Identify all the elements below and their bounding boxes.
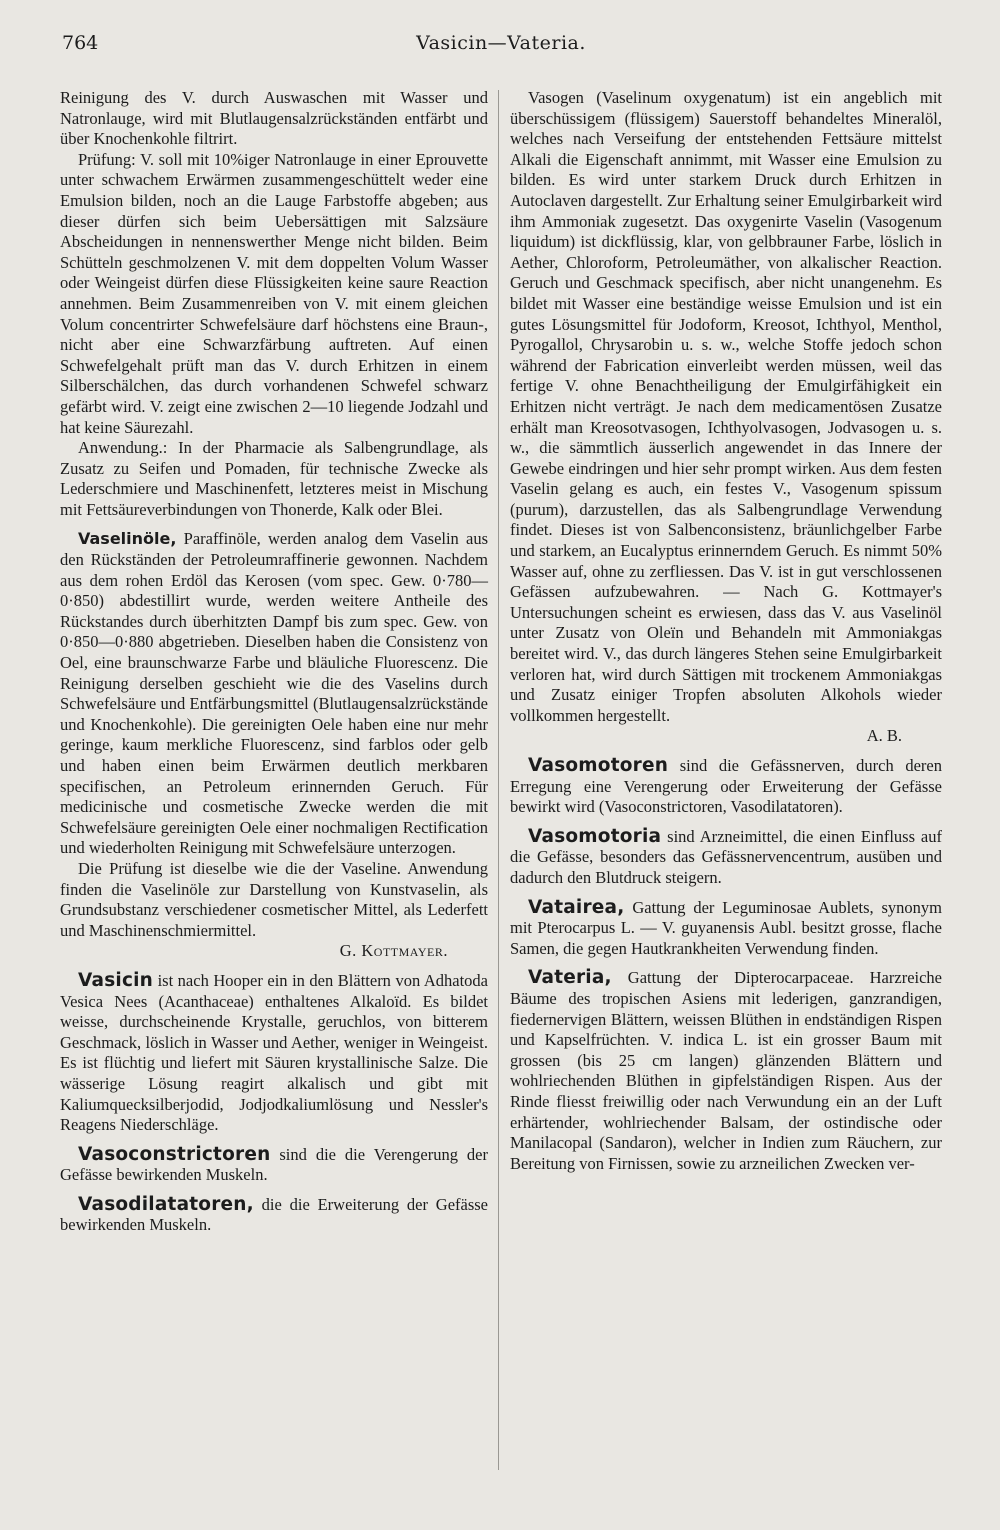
author-signature: G. Kottmayer. (339, 941, 448, 961)
entry-heading-vasomotoren: Vasomotoren (528, 755, 669, 776)
entry-text-vasoconstrictoren: sind die die Verengerung der Gefässe bewirkenden Muskeln. (60, 1144, 489, 1185)
vaselin-testing-paragraph: Prüfung: V. soll mit 10%iger Natronlauge in einer Eprouvette unter schwachem Erwärmen zusammengeschüttelt weder eine Emulsion bilden, noch an die Lauge Farbstoffe abgeben; aus dieser dürfen sich beim Uebersättigen mit Salzsäure Abscheidungen in nennenswerther Menge nicht bilden. Beim Schütteln geschmolzenen V. mit dem doppelten Volum Wasser oder Weingeist dürfen diese Flüssigkeiten keine saure Reaction annehmen. Beim Zusammenreiben von V. mit einem gleichen Volum concentrirter Schwefelsäure darf höchstens eine Braun-, nicht aber eine Schwarzfärbung auftreten. Auf einen Schwefelgehalt prüft man das V. durch Erhitzen in einem Silberschälchen, das durch vorhandenen Schwefel schwarz gefärbt wird. V. zeigt eine zwischen 2—10 liegende Jodzahl und hat keine Säurezahl. (60, 149, 488, 437)
column-divider (498, 90, 499, 1470)
entry-vaselinoele (60, 529, 488, 961)
entry-vasomotoria (510, 827, 942, 889)
page-number: 764 (62, 32, 99, 54)
entry-vasogen (510, 88, 942, 747)
author-signature: A. B. (866, 726, 902, 746)
entry-heading-vateria: Vateria, (528, 967, 612, 989)
entry-heading-vasogen: Vasogen (528, 88, 584, 107)
page-header (62, 32, 940, 62)
entry-heading-vasomotoria: Vasomotoria (528, 825, 662, 847)
entry-vasodilatatoren (60, 1195, 488, 1236)
entry-vateria (510, 968, 942, 1174)
entry-heading-vasicin: Vasicin (78, 969, 154, 991)
running-title: Vasicin—Vateria. (416, 32, 586, 54)
entry-text-vasomotoren: sind die Gefässnerven, durch deren Erregung eine Verengerung oder Erweiterung der Gefässe bewirkt wird (Vasoconstrictoren, Vasodilatatoren). (510, 756, 942, 817)
entry-text-vasodilatatoren: die die Erweiterung der Gefässe bewirkenden Muskeln. (60, 1194, 489, 1235)
entry-heading-vaselinoele: Vaselinöle, (78, 529, 177, 549)
entry-text-vasicin: ist nach Hooper ein in den Blättern von Adhatoda Vesica Nees (Acanthaceae) enthaltenes Alkaloïd. Es bildet weisse, durchscheinende Krystalle, geruchlos, von bitterem Geschmack, löslich in Wasser und Aether, weniger in Weingeist. Es ist flüchtig und liefert mit Säuren krystallinische Salze. Die wässerige Lösung reagirt alkalisch und gibt mit Kaliumquecksilberjodid, Jodjodkaliumlösung und Nessler's Reagens Niederschläge. (60, 970, 488, 1135)
entry-text-vasomotoria: sind Arzneimittel, die einen Einfluss auf die Gefässe, besonders das Gefässnervencentrum, ausüben und dadurch den Blutdruck steigern. (510, 826, 943, 887)
entry-text-vateria: Gattung der Dipterocarpaceae. Harzreiche Bäume des tropischen Asiens mit lederigen, ganzrandigen, fiedernervigen Blättern, weissen Blüthen in endständigen Rispen und Kapselfrüchten. V. indica L. ist ein grosser Baum mit grossen (bis 25 cm langen) glänzenden Blättern und wohlriechenden Blüthen in gipfelständigen Rispen. Aus der Rinde fliesst freiwillig oder nach Verwundung ein an der Luft erhärtender, wohlriechender Balsam, der ostindische oder Manilacopal (Sandaron), welcher in Indien zum Räuchern, zur Bereitung von Firnissen, sowie zu arzneilichen Zwecken ver- (510, 968, 942, 1173)
entry-text-vatairea: Gattung der Leguminosae Aublets, synonym mit Pterocarpus L. — V. guyanensis Aubl. besitzt grosse, flache Samen, die gegen Hautkrankheiten Verwendung finden. (510, 897, 942, 958)
right-column (510, 88, 942, 1174)
entry-vatairea (510, 898, 942, 960)
entry-text-vaselinoele: Paraffinöle, werden analog dem Vaselin aus den Rückständen der Petroleumraffinerie gewonnen. Nachdem aus dem rohen Erdöl das Kerosen (vom spec. Gew. 0·780—0·850) abdestillirt wurde, werden weitere Antheile des Rückstandes durch überhitzten Dampf bis zum spec. Gew. von 0·850—0·880 abgetrieben. Dieselben haben die Consistenz von Oel, eine braunschwarze Farbe und bläuliche Fluorescenz. Die Reinigung derselben geschieht wie die des Vaselins durch Schwefelsäure und Entfärbungsmittel (Blutlaugensalzrückstände und Knochenkohle). Die gereinigten Oele haben eine nur mehr geringe, kaum merkliche Fluorescenz, sind farblos oder gelb und haben einen beim Erwärmen deutlich merkbaren specifischen, an Petroleum erinnernden Geruch. Für medicinische und cosmetische Zwecke werden die mit Schwefelsäure gereinigten Oele einer nochmaligen Rectification und wiederholten Reinigung mit Schwefelsäure unterzogen. (60, 529, 489, 858)
entry-vasicin (60, 971, 488, 1136)
vaselin-usage-paragraph: Anwendung.: In der Pharmacie als Salbengrundlage, als Zusatz zu Seifen und Pomaden, für technische Zwecke als Lederschmiere und Maschinenfett, letzteres meist in Mischung mit Fettsäureverbindungen von Thonerde, Kalk oder Blei. (60, 438, 488, 519)
entry-vasoconstrictoren (60, 1145, 488, 1186)
left-column (60, 88, 488, 1236)
entry-vasomotoren (510, 756, 942, 818)
entry-heading-vasoconstrictoren: Vasoconstrictoren (78, 1143, 271, 1165)
vaselinoele-second-paragraph: Die Prüfung ist dieselbe wie die der Vaseline. Anwendung finden die Vaselinöle zur Darstellung von Kunstvaselin, als Grundsubstanz verschiedener cosmetischer Mittel, als Lederfett und Maschinenschmiermittel. (60, 858, 488, 940)
entry-heading-vatairea: Vatairea, (528, 896, 625, 918)
entry-heading-vasodilatatoren: Vasodilatatoren, (78, 1193, 254, 1215)
entry-text-vasogen: (Vaselinum oxygenatum) ist ein angeblich mit überschüssigem (flüssigem) Sauerstoff behandeltes Mineralöl, welches nach Verseifung der entstehenden Fettsäure mittelst Alkali die Eigenschaft annimmt, mit Wasser eine Emulsion zu bilden. Es wird unter starkem Druck durch Erhitzen in Autoclaven dargestellt. Zur Erhaltung seiner Emulgirbarkeit wird ihm Ammoniak zugesetzt. Das oxygenirte Vaselin (Vasogenum liquidum) ist dickflüssig, klar, von gelbbrauner Farbe, löslich in Aether, Chloroform, Petroleumäther, von alkalischer Reaction. Geruch und Geschmack specifisch, aber nicht unangenehm. Es bildet mit Wasser eine beständige weisse Emulsion und ist ein gutes Lösungsmittel für Jodoform, Kreosot, Ichthyol, Menthol, Pyrogallol, Chrysarobin u. s. w., welche Stoffe jedoch schon während der Fabrication einverleibt werden müssen, weil das fertige V. ohne Benachtheiligung der Emulgirfähigkeit ein Erhitzen nicht verträgt. Je nach dem medicamentösen Zusatze erhält man Kreosotvasogen, Ichthyolvasogen, Jodvasogen u. s. w., die sämmtlich äusserlich angewendet in das Innere der Gewebe eindringen und hier sehr prompt wirken. Aus dem festen Vaselin gelang es auch, ein festes V., Vasogenum spissum (purum), darzustellen, das als Salbengrundlage Verwendung findet. Dieses ist von Salbenconsistenz, bräunlichgelber Farbe und starkem, an Eucalyptus erinnerndem Geruch. Es nimmt 50% Wasser auf, ohne zu zerfliessen. Das V. ist in gut verschlossenen Gefässen aufzubewahren. — Nach G. Kottmayer's Untersuchungen scheint es erwiesen, dass das V. aus Vaselinöl unter Zusatz von Oleïn und Behandeln mit Ammoniakgas bereitet wird. V., das durch längeres Stehen seine Emulgirbarkeit verloren hat, wird durch Sättigen mit trockenem Ammoniakgas und Zusatz einiger Tropfen absoluten Alkohols wieder vollkommen hergestellt. (510, 88, 943, 725)
vaselin-cleaning-paragraph: Reinigung des V. durch Auswaschen mit Wasser und Natronlauge, wird mit Blutlaugensalzrückständen entfärbt und über Knochenkohle filtrirt. (60, 88, 488, 149)
